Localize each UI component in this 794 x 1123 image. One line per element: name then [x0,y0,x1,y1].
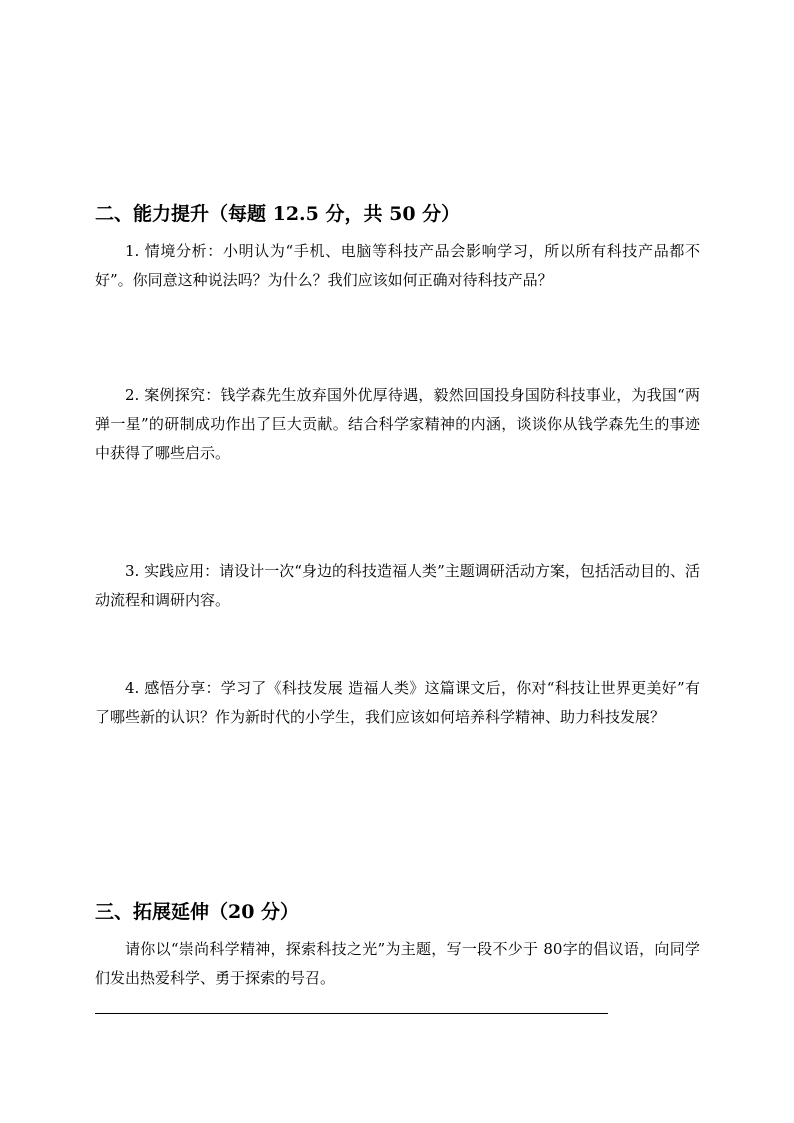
section-2-heading: 二、能力提升（每题 12.5 分，共 50 分） [95,203,461,225]
answer-line[interactable] [95,1013,608,1014]
question-2: 2. 案例探究：钱学森先生放弃国外优厚待遇，毅然回国投身国防科技事业，为我国“两弹一星”的研制成功作出了巨大贡献。结合科学家精神的内涵，谈谈你从钱学森先生的事迹中获得了哪些启示。 [95,386,700,462]
section-3-prompt: 请你以“崇尚科学精神，探索科技之光”为主题，写一段不少于 80字的倡议语，向同学们发出热爱科学、勇于探索的号召。 [95,940,700,987]
question-4: 4. 感悟分享：学习了《科技发展 造福人类》这篇课文后，你对“科技让世界更美好”有了哪些新的认识？作为新时代的小学生，我们应该如何培养科学精神、助力科技发展？ [95,679,700,726]
question-1: 1. 情境分析：小明认为“手机、电脑等科技产品会影响学习，所以所有科技产品都不好”。你同意这种说法吗？为什么？我们应该如何正确对待科技产品？ [95,242,700,289]
question-3: 3. 实践应用：请设计一次“身边的科技造福人类”主题调研活动方案，包括活动目的、活动流程和调研内容。 [95,562,700,609]
section-3-heading: 三、拓展延伸（20 分） [95,901,300,923]
